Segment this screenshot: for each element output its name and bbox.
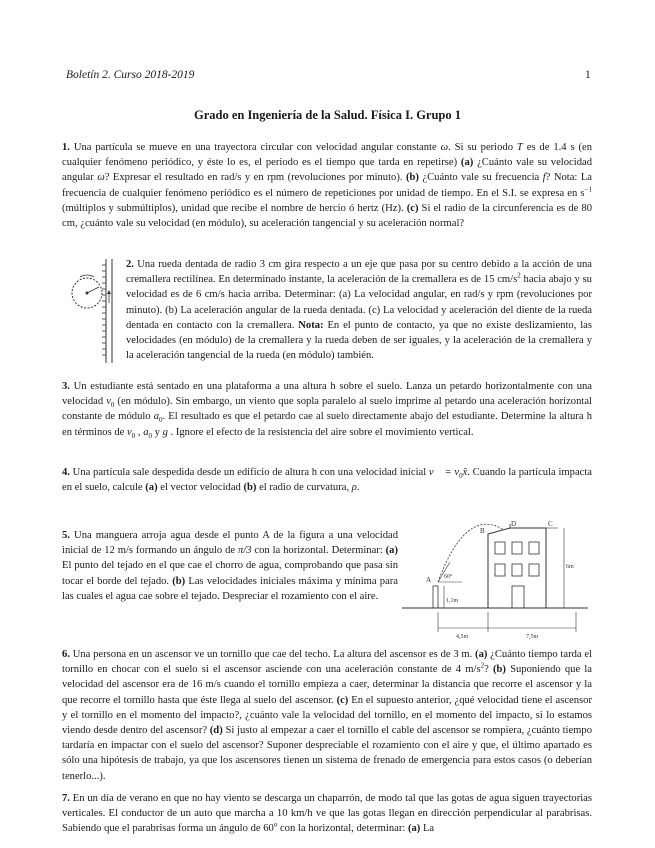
problem-2: 2. Una rueda dentada de radio 3 cm gira respecto a un eje que pasa por su centro debido a la acción de una cremallera rectilínea. En determinado instante, la aceleración de la cremallera es de 15 $cm/s^2$ hacia abajo y su velocidad es de 6 cm/s hacia arriba. Determinar: (a) La velocidad angular, en rad/s y rpm (revoluciones por minuto). (b) La aceleración angular de la rueda dentada. (c) La velocidad y aceleración del diente de la rueda dentada en contacto con la cremallera. Nota: En el punto de contacto, ya que no existe deslizamiento, las velocidades (en módulo) de la cremallera y la rueda deben de ser iguales, y la aceleración de la cremallera y la aceleración tangencial de la rueda (en módulo) también. <box>126 259 592 362</box>
label-angle: 60° <box>444 574 453 580</box>
problem-5: 5. Una manguera arroja agua desde el punto A de la figura a una velocidad inicial de 12 m/s formando un ángulo de π/3 con la horizontal. Determinar: (a) El punto del tejado en el que cae el chorro de agua, comprobando que pasa sin tocar el borde del tejado. (b) Las velocidades iniciales máxima y mínima para las cuales el agua cae sobre el tejado. Despreciar el rozamiento con el aire. <box>62 530 399 602</box>
label-hose-height: 1,1m <box>446 598 459 604</box>
problem-6: 6. Una persona en un ascensor ve un tornillo que cae del techo. La altura del ascensor es de 3 m. (a) ¿Cuánto tiempo tarda el tornillo en chocar con el suelo si el ascensor asciende con una aceleración constante de 4 $m/s^2$? (b) Suponiendo que la velocidad del ascensor era de 16 m/s cuando el tornillo empieza a caer, determinar la distancia que recorre el ascensor y la que recorre el tornillo hasta que éste llega al suelo del ascensor. (c) En el supuesto anterior, ¿qué velocidad tiene el ascensor y el tornillo en el momento del impacto?, ¿cuánto vale la velocidad del tornillo, en el momento del impacto, si lo estamos viendo desde dentro del ascensor? (d) Si justo al empezar a caer el tornillo el cable del ascensor se rompiera, ¿cuánto tiempo tardaría en impactar con el suelo del ascensor? Suponer despreciable el rozamiento con el aire y que, el último apartado es sólo una hipótesis de trabajo, ya que los ascensores tienen un sistema de frenado de emergencia para estos casos (o deberían tenerlo...). <box>62 649 592 782</box>
label-dist-1: 4,5m <box>456 634 469 640</box>
label-b: B <box>480 527 485 535</box>
problem-1: 1. Una partícula se mueve en una trayectora circular con velocidad angular constante ω. Si su periodo T es de 1.4 s (en cualquier fenómeno periódico, y éste lo es, el periodo es el tiempo que tarda en repetirse) (a) ¿Cuánto vale su velocidad angular ω? Expresar el resultado en rad/s y en rpm (revoluciones por minuto). (b) ¿Cuánto vale su frecuencia f? Nota: La frecuencia de cualquier fenómeno periódico es el número de repeticiones por unidad de tiempo. En el S.I. se expresa en $s^{-1}$ (múltiplos y submúltiplos), unidad que recibe el nombre de hercio ó hertz (Hz). (c) Si el radio de la circunferencia es de 80 cm, ¿cuánto vale su velocidad (en módulo), su aceleración tangencial y su aceleración normal? <box>62 142 593 230</box>
header-course: Boletín 2. Curso 2018-2019 <box>66 69 195 81</box>
label-d: D <box>511 520 517 528</box>
problem-7: 7. En un día de verano en que no hay viento se descarga un chaparrón, de modo tal que las gotas de agua siguen trayectorias verticales. El conductor de un auto que marcha a 10 km/h ve que las gotas llegan en dirección perpendicular al parabrisas. Sabiendo que el parabrisas forma un ángulo de 60$^o$ con la horizontal, determinar: (a) La <box>62 793 592 835</box>
label-c: C <box>548 520 553 528</box>
problem-3: 3. Un estudiante está sentado en una plataforma a una altura h sobre el suelo. Lanza un petardo horizontalmente con una velocidad $v_0$ (en módulo). Sin embargo, un viento que sopla paralelo al suelo imprime al petardo una aceleración horizontal constante de módulo $a_0$. El resultado es que el petardo cae al suelo directamente abajo del estudiante. Determine la altura h en términos de $v_0$ , $a_0$ y g . Ignore el efecto de la resistencia del aire sobre el movimiento vertical. <box>62 381 592 440</box>
label-a: A <box>426 576 432 584</box>
page-number: 1 <box>585 69 591 81</box>
gear-rack-figure <box>66 257 122 365</box>
label-building-height: 6m <box>566 564 574 570</box>
problem-4: 4. Una partícula sale despedida desde un edificio de altura h con una velocidad inicial v⃗ = $v_0x̂$. Cuando la partícula impacta en el suelo, calcule (a) el vector velocidad (b) el radio de curvatura, ρ. <box>62 467 592 494</box>
building-hose-figure <box>400 516 590 640</box>
label-dist-2: 7,5m <box>526 634 539 640</box>
document-title: Grado en Ingeniería de la Salud. Física I. Grupo 1 <box>193 108 462 122</box>
